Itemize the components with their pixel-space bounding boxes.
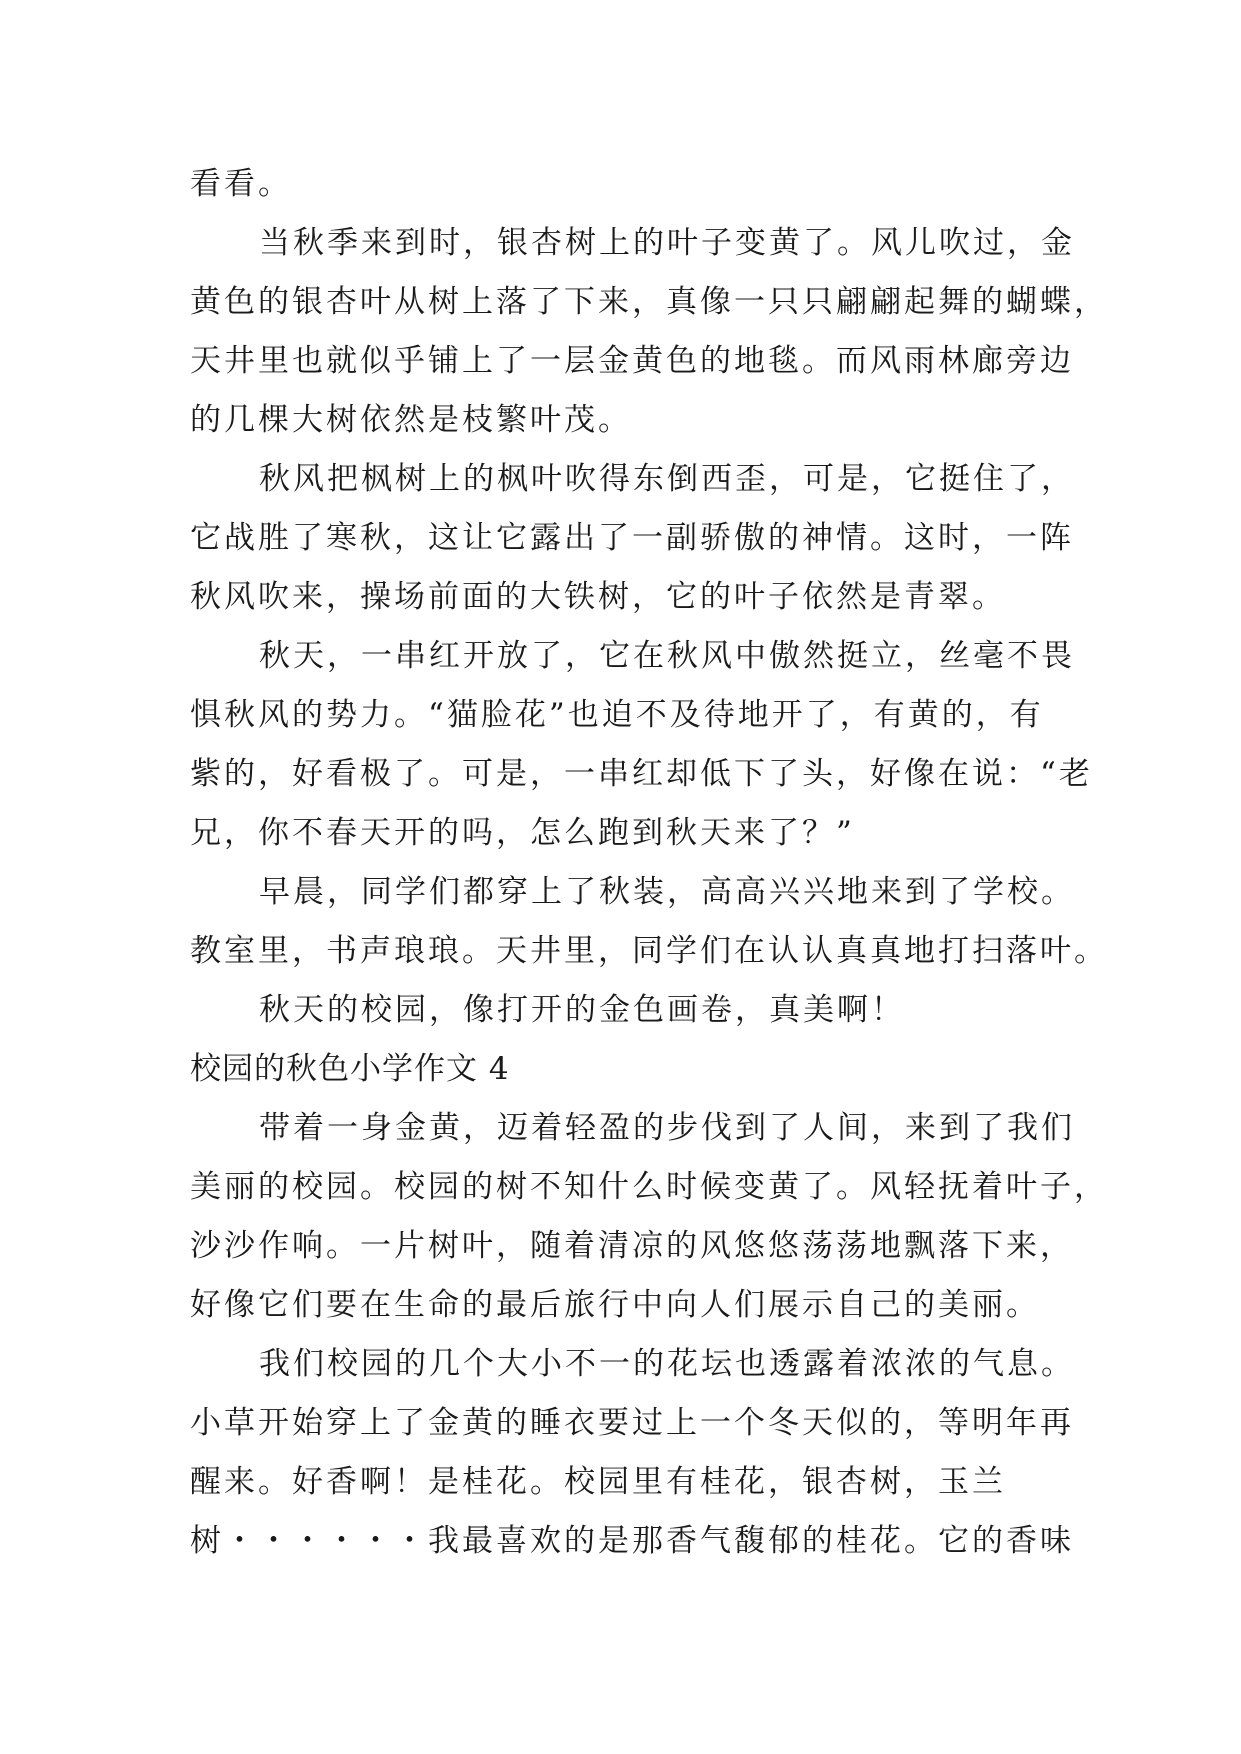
text-line: 看看。 (190, 166, 292, 202)
document-body (190, 155, 1108, 1571)
text-line: 它战胜了寒秋，这让它露出了一副骄傲的神情。这时，一阵 (190, 520, 1074, 556)
text-line: 黄色的银杏叶从树上落了下来，真像一只只翩翩起舞的蝴蝶， (190, 284, 1108, 320)
text-line: 教室里，书声琅琅。天井里，同学们在认认真真地打扫落叶。 (190, 933, 1108, 969)
paragraph-start-line: 当秋季来到时，银杏树上的叶子变黄了。风儿吹过，金 (259, 225, 1075, 261)
section-heading: 校园的秋色小学作文 4 (190, 1051, 510, 1087)
text-line: 树・・・・・・我最喜欢的是那香气馥郁的桂花。它的香味 (190, 1523, 1074, 1559)
text-line: 好像它们要在生命的最后旅行中向人们展示自己的美丽。 (190, 1287, 1040, 1323)
paragraph-start-line: 我们校园的几个大小不一的花坛也透露着浓浓的气息。 (259, 1346, 1075, 1382)
text-line: 天井里也就似乎铺上了一层金黄色的地毯。而风雨林廊旁边 (190, 343, 1074, 379)
text-line: 醒来。好香啊！是桂花。校园里有桂花，银杏树，玉兰 (190, 1464, 1006, 1500)
paragraph-start-line: 早晨，同学们都穿上了秋装，高高兴兴地来到了学校。 (259, 874, 1075, 910)
text-line: 沙沙作响。一片树叶，随着清凉的风悠悠荡荡地飘落下来， (190, 1228, 1074, 1264)
paragraph-start-line: 带着一身金黄，迈着轻盈的步伐到了人间，来到了我们 (259, 1110, 1075, 1146)
paragraph-start-line: 秋天的校园，像打开的金色画卷，真美啊！ (259, 992, 905, 1028)
text-line: 秋风吹来，操场前面的大铁树，它的叶子依然是青翠。 (190, 579, 1006, 615)
text-line: 兄，你不春天开的吗，怎么跑到秋天来了？” (190, 815, 855, 851)
text-line: 紫的，好看极了。可是，一串红却低下了头，好像在说：“老 (190, 756, 1093, 792)
text-line: 小草开始穿上了金黄的睡衣要过上一个冬天似的，等明年再 (190, 1405, 1074, 1441)
text-line: 的几棵大树依然是枝繁叶茂。 (190, 402, 632, 438)
text-line: 惧秋风的势力。“猫脸花”也迫不及待地开了，有黄的，有 (190, 697, 1044, 733)
text-line: 美丽的校园。校园的树不知什么时候变黄了。风轻抚着叶子， (190, 1169, 1108, 1205)
paragraph-start-line: 秋天，一串红开放了，它在秋风中傲然挺立，丝毫不畏 (259, 638, 1075, 674)
paragraph-start-line: 秋风把枫树上的枫叶吹得东倒西歪，可是，它挺住了， (259, 461, 1075, 497)
